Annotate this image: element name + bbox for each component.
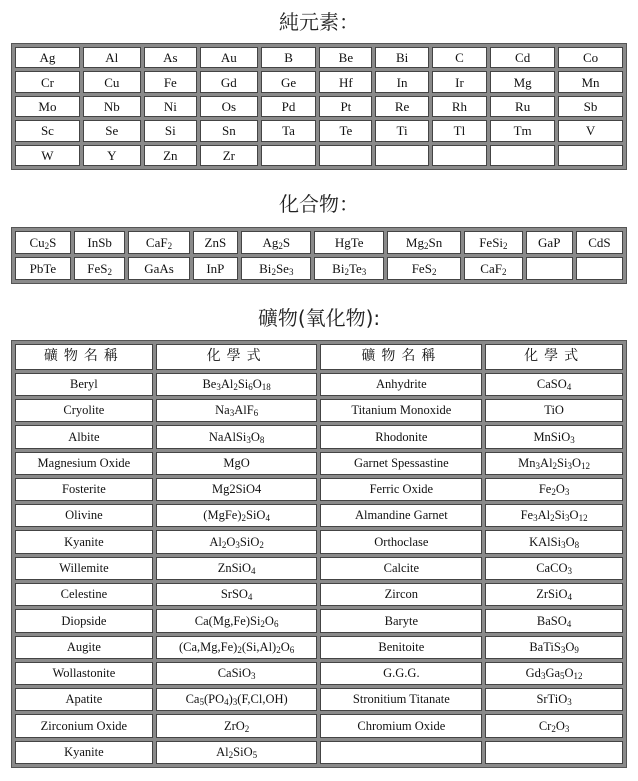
empty-cell [576,257,623,280]
compound-cell: HgTe [314,231,384,254]
mineral-name-cell: Apatite [15,688,153,711]
table-row [15,71,623,92]
element-cell: Rh [432,96,488,117]
mineral-name-cell: Wollastonite [15,662,153,685]
mineral-name-cell: Rhodonite [320,425,482,448]
table-row [15,530,623,553]
compound-cell: FeSi$_2$ [464,231,523,254]
mineral-name-cell: Cryolite [15,399,153,422]
element-cell: Te [319,120,372,141]
compound-cell: CaF$_2$ [464,257,523,280]
column-header: 礦物名稱 [15,344,153,370]
compound-cell: $Bi_2Te_3$ [314,257,384,280]
empty-cell [526,257,573,280]
chemical-formula-cell: $NaAlSi_3O_8$ [156,425,318,448]
table-row [15,373,623,396]
element-cell: Tm [490,120,555,141]
element-cell: Nb [83,96,141,117]
element-cell: Zr [200,145,258,166]
chemical-formula-cell: CaCO$_3$ [485,557,623,580]
chemical-formula-cell: $KAlSi_3O_8$ [485,530,623,553]
chemical-formula-cell: MnSiO$_3$ [485,425,623,448]
chemical-formula-cell: $Be_3Al_2Si_6O_{18}$ [156,373,318,396]
table-row [15,47,623,68]
table-row [15,688,623,711]
minerals-title: 礦物(氧化物): [257,306,381,330]
chemical-formula-cell: SrTiO$_3$ [485,688,623,711]
element-cell: Pt [319,96,372,117]
chemical-formula-cell: $Fe_2O_3$ [485,478,623,501]
element-cell: B [261,47,317,68]
chemical-formula-cell: TiO [485,399,623,422]
element-cell: Co [558,47,623,68]
mineral-name-cell: Baryte [320,609,482,632]
element-cell: Cu [83,71,141,92]
compound-cell: ZnS [193,231,239,254]
element-cell: Be [319,47,372,68]
element-cell: Ag [15,47,80,68]
empty-cell [261,145,317,166]
table-row [15,120,623,141]
mineral-name-cell: Magnesium Oxide [15,452,153,475]
compound-cell: $Cu_2S$ [15,231,71,254]
chemical-formula-cell: ZrO$_2$ [156,714,318,737]
table-row [15,399,623,422]
chemical-formula-cell: $(Ca,Mg,Fe)_2(Si,Al)_2O_6$ [156,636,318,659]
element-cell: Zn [144,145,197,166]
element-cell: In [375,71,428,92]
mineral-name-cell: Calcite [320,557,482,580]
table-row [15,609,623,632]
mineral-name-cell: Beryl [15,373,153,396]
element-cell: Ge [261,71,317,92]
element-cell: Bi [375,47,428,68]
element-cell: Cr [15,71,80,92]
mineral-name-cell: Celestine [15,583,153,606]
table-row [15,714,623,737]
table-row [15,96,623,117]
element-cell: Ni [144,96,197,117]
mineral-name-cell: Augite [15,636,153,659]
compound-cell: CaF$_2$ [128,231,189,254]
table-row [15,478,623,501]
element-cell: Sc [15,120,80,141]
element-cell: Si [144,120,197,141]
mineral-name-cell: Kyanite [15,530,153,553]
table-row [15,425,623,448]
element-cell: Mg [490,71,555,92]
element-cell: Os [200,96,258,117]
element-cell: Cd [490,47,555,68]
chemical-formula-cell: SrSO$_4$ [156,583,318,606]
compounds-title: 化合物： [279,192,359,216]
table-row [15,231,623,254]
empty-cell [490,145,555,166]
element-cell: Mo [15,96,80,117]
table-row [15,557,623,580]
empty-cell [485,741,623,764]
pure-elements-title: 純元素： [279,10,359,34]
compound-cell: InP [193,257,239,280]
mineral-name-cell: Titanium Monoxide [320,399,482,422]
chemical-formula-cell: $Na_3AlF_6$ [156,399,318,422]
chemical-formula-cell: $BaTiS_3O_9$ [485,636,623,659]
compounds-table [11,227,627,284]
table-row [15,257,623,280]
empty-cell [320,741,482,764]
chemical-formula-cell: Mg2SiO4 [156,478,318,501]
compound-cell: $Bi_2Se_3$ [241,257,311,280]
table-row [15,583,623,606]
mineral-name-cell: Garnet Spessastine [320,452,482,475]
element-cell: Ta [261,120,317,141]
table-row [15,741,623,764]
mineral-name-cell: Diopside [15,609,153,632]
compound-cell: FeS$_2$ [74,257,126,280]
element-cell: As [144,47,197,68]
mineral-name-cell: Kyanite [15,741,153,764]
empty-cell [319,145,372,166]
column-header: 化學式 [156,344,318,370]
column-header: 化學式 [485,344,623,370]
mineral-name-cell: Olivine [15,504,153,527]
empty-cell [432,145,488,166]
pure-elements-table [11,43,627,170]
mineral-name-cell: Ferric Oxide [320,478,482,501]
chemical-formula-cell: MgO [156,452,318,475]
element-cell: Pd [261,96,317,117]
table-row [15,452,623,475]
compound-cell: GaAs [128,257,189,280]
mineral-name-cell: G.G.G. [320,662,482,685]
mineral-name-cell: Albite [15,425,153,448]
compound-cell: CdS [576,231,623,254]
chemical-formula-cell: ZrSiO$_4$ [485,583,623,606]
compound-cell: PbTe [15,257,71,280]
mineral-name-cell: Stronitium Titanate [320,688,482,711]
element-cell: Re [375,96,428,117]
element-cell: C [432,47,488,68]
element-cell: Au [200,47,258,68]
mineral-name-cell: Chromium Oxide [320,714,482,737]
element-cell: Ru [490,96,555,117]
column-header: 礦物名稱 [320,344,482,370]
table-row [15,662,623,685]
mineral-name-cell: Orthoclase [320,530,482,553]
chemical-formula-cell: $Mn_3Al_2Si_3O_{12}$ [485,452,623,475]
element-cell: Fe [144,71,197,92]
mineral-name-cell: Zirconium Oxide [15,714,153,737]
mineral-name-cell: Anhydrite [320,373,482,396]
compound-cell: InSb [74,231,126,254]
table-row [15,504,623,527]
element-cell: Mn [558,71,623,92]
chemical-formula-cell: $Fe_3Al_2Si_3O_{12}$ [485,504,623,527]
empty-cell [558,145,623,166]
mineral-name-cell: Benitoite [320,636,482,659]
chemical-formula-cell: CaSO$_4$ [485,373,623,396]
element-cell: Ir [432,71,488,92]
element-cell: W [15,145,80,166]
element-cell: Sb [558,96,623,117]
element-cell: V [558,120,623,141]
element-cell: Tl [432,120,488,141]
chemical-formula-cell: $(MgFe)_2SiO_4$ [156,504,318,527]
chemical-formula-cell: ZnSiO$_4$ [156,557,318,580]
compound-cell: $Ag_2S$ [241,231,311,254]
table-row [15,636,623,659]
header-row [15,344,623,370]
empty-cell [375,145,428,166]
chemical-formula-cell: $Ca_5(PO_4)_3(F,Cl,OH)$ [156,688,318,711]
compound-cell: FeS$_2$ [387,257,461,280]
compound-cell: $Mg_2Sn$ [387,231,461,254]
chemical-formula-cell: $Cr_2O_3$ [485,714,623,737]
element-cell: Ti [375,120,428,141]
chemical-formula-cell: $Gd_3Ga_5O_{12}$ [485,662,623,685]
chemical-formula-cell: BaSO$_4$ [485,609,623,632]
chemical-formula-cell: CaSiO$_3$ [156,662,318,685]
element-cell: Hf [319,71,372,92]
mineral-name-cell: Zircon [320,583,482,606]
element-cell: Sn [200,120,258,141]
mineral-name-cell: Fosterite [15,478,153,501]
mineral-name-cell: Almandine Garnet [320,504,482,527]
minerals-table [11,340,627,768]
table-row [15,145,623,166]
element-cell: Al [83,47,141,68]
mineral-name-cell: Willemite [15,557,153,580]
element-cell: Gd [200,71,258,92]
chemical-formula-cell: $Al_2SiO_5$ [156,741,318,764]
compound-cell: GaP [526,231,573,254]
chemical-formula-cell: $Al_2O_3SiO_2$ [156,530,318,553]
chemical-formula-cell: $Ca(Mg,Fe)Si_2O_6$ [156,609,318,632]
element-cell: Y [83,145,141,166]
element-cell: Se [83,120,141,141]
